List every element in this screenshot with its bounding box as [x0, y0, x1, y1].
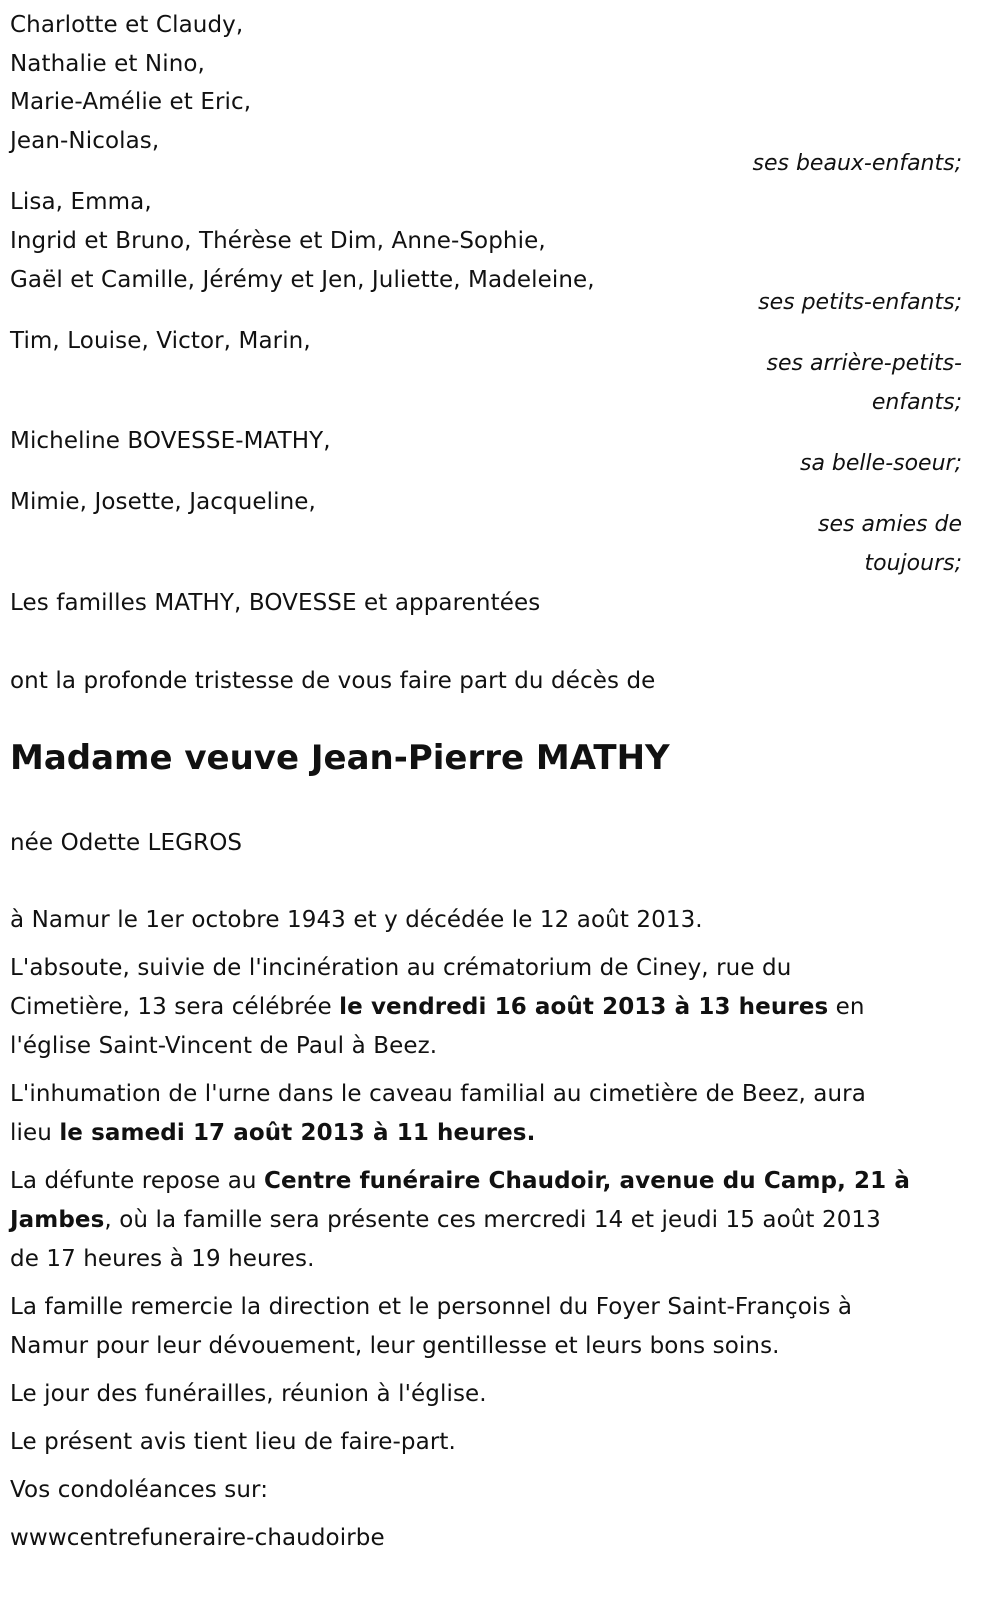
- body-text-line: [10, 1242, 315, 1276]
- text-segment: Namur pour leur dévouement, leur gentillesse et leurs bons soins.: [10, 1333, 780, 1359]
- deceased-name: Madame veuve Jean-Pierre MATHY: [10, 738, 670, 778]
- family-member-line: Mimie, Josette, Jacqueline,: [10, 489, 316, 515]
- text-segment: Le présent avis tient lieu de faire-part.: [10, 1429, 456, 1455]
- bold-text: le samedi 17 août 2013 à 11 heures.: [59, 1120, 536, 1146]
- text-segment: L'inhumation de l'urne dans le caveau familial au cimetière de Beez, aura: [10, 1081, 866, 1107]
- text-segment: wwwcentrefuneraire-chaudoirbe: [10, 1525, 385, 1551]
- relation-label: ses amies de: [818, 512, 962, 537]
- body-text-line: [10, 1116, 535, 1150]
- bold-text: le vendredi 16 août 2013 à 13 heures: [339, 994, 829, 1020]
- relation-label: ses beaux-enfants;: [752, 151, 962, 176]
- text-segment: La famille remercie la direction et le personnel du Foyer Saint-François à: [10, 1294, 853, 1320]
- text-segment: L'absoute, suivie de l'incinération au crématorium de Ciney, rue du: [10, 955, 792, 981]
- text-segment: La défunte repose au: [10, 1168, 264, 1194]
- text-segment: à Namur le 1er octobre 1943 et y décédée le 12 août 2013.: [10, 907, 703, 933]
- body-text-line: [10, 951, 791, 985]
- condolences-website-link[interactable]: [10, 1521, 385, 1555]
- text-segment: , où la famille sera présente ces mercredi 14 et jeudi 15 août 2013: [104, 1207, 881, 1233]
- body-text-line: [10, 1377, 487, 1411]
- body-text-line: [10, 1029, 437, 1063]
- text-segment: lieu: [10, 1120, 60, 1146]
- text-segment: Vos condoléances sur:: [10, 1477, 269, 1503]
- relation-label: ses petits-enfants;: [758, 290, 962, 315]
- family-member-line: Micheline BOVESSE-MATHY,: [10, 428, 331, 454]
- body-text-line: [10, 1329, 780, 1363]
- family-member-line: Les familles MATHY, BOVESSE et apparentées: [10, 590, 541, 616]
- family-member-line: Marie-Amélie et Eric,: [10, 89, 252, 115]
- body-text-line: [10, 1164, 910, 1198]
- body-text-line: [10, 990, 865, 1024]
- body-text-line: [10, 903, 703, 937]
- intro-text: ont la profonde tristesse de vous faire part du décès de: [10, 668, 656, 694]
- relation-label: sa belle-soeur;: [800, 451, 962, 476]
- family-member-line: Tim, Louise, Victor, Marin,: [10, 328, 311, 354]
- text-segment: en: [828, 994, 865, 1020]
- family-member-line: Nathalie et Nino,: [10, 51, 205, 77]
- text-segment: Le jour des funérailles, réunion à l'église.: [10, 1381, 487, 1407]
- family-member-line: Ingrid et Bruno, Thérèse et Dim, Anne-Sophie,: [10, 228, 546, 254]
- body-text-line: [10, 1077, 866, 1111]
- body-text-line: [10, 1425, 456, 1459]
- text-segment: de 17 heures à 19 heures.: [10, 1246, 315, 1272]
- family-member-line: Charlotte et Claudy,: [10, 12, 244, 38]
- text-segment: l'église Saint-Vincent de Paul à Beez.: [10, 1033, 438, 1059]
- body-text-line: [10, 1473, 268, 1507]
- body-text-line: [10, 1290, 852, 1324]
- family-member-line: Gaël et Camille, Jérémy et Jen, Juliette, Madeleine,: [10, 267, 595, 293]
- maiden-name: née Odette LEGROS: [10, 830, 243, 856]
- text-segment: Cimetière, 13 sera célébrée: [10, 994, 340, 1020]
- family-member-line: Lisa, Emma,: [10, 189, 152, 215]
- bold-text: Centre funéraire Chaudoir, avenue du Camp, 21 à: [264, 1168, 910, 1194]
- bold-text: Jambes: [10, 1207, 105, 1233]
- relation-label: enfants;: [871, 390, 962, 415]
- family-member-line: Jean-Nicolas,: [10, 128, 160, 154]
- relation-label: toujours;: [864, 551, 962, 576]
- relation-label: ses arrière-petits-: [766, 351, 962, 376]
- body-text-line: [10, 1203, 881, 1237]
